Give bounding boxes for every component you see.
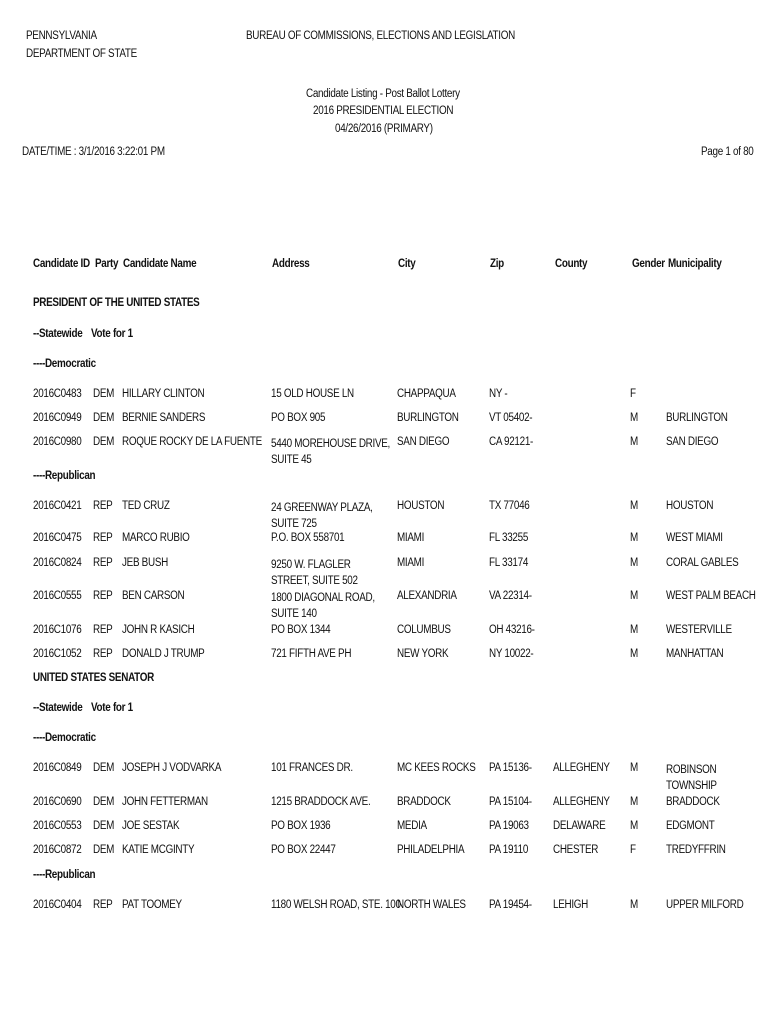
gender: M	[630, 436, 638, 448]
zip: PA 15104-	[489, 796, 532, 808]
city: MEDIA	[397, 820, 427, 832]
office-scope: --Statewide	[33, 702, 83, 714]
candidate-id: 2016C0872	[33, 844, 82, 856]
address: 1180 WELSH ROAD, STE. 100	[271, 899, 401, 911]
candidate-id: 2016C0824	[33, 557, 82, 569]
party-group-label: ----Republican	[33, 470, 96, 482]
candidate-name: HILLARY CLINTON	[122, 388, 205, 400]
col-address: Address	[272, 258, 310, 270]
address: PO BOX 905	[271, 412, 326, 424]
gender: M	[630, 796, 638, 808]
col-gender: Gender	[632, 258, 665, 270]
address: 5440 MOREHOUSE DRIVE, SUITE 45	[271, 438, 391, 466]
address: 9250 W. FLAGLER STREET, SUITE 502	[271, 559, 358, 587]
party-group-label: ----Democratic	[33, 358, 96, 370]
city: CHAPPAQUA	[397, 388, 456, 400]
candidate-name: KATIE MCGINTY	[122, 844, 195, 856]
candidate-name: JOHN FETTERMAN	[122, 796, 208, 808]
party: REP	[93, 557, 113, 569]
gender: M	[630, 762, 638, 774]
gender: M	[630, 648, 638, 660]
zip: TX 77046	[489, 500, 530, 512]
city: PHILADELPHIA	[397, 844, 465, 856]
zip: NY 10022-	[489, 648, 534, 660]
candidate-id: 2016C0475	[33, 532, 82, 544]
office-title: UNITED STATES SENATOR	[33, 672, 154, 684]
municipality: HOUSTON	[666, 500, 714, 512]
candidate-name: JOE SESTAK	[122, 820, 180, 832]
party: DEM	[93, 412, 115, 424]
gender: M	[630, 532, 638, 544]
city: MIAMI	[397, 532, 425, 544]
party: DEM	[93, 796, 115, 808]
county: DELAWARE	[553, 820, 606, 832]
city: MC KEES ROCKS	[397, 762, 476, 774]
municipality: BURLINGTON	[666, 412, 728, 424]
gender: M	[630, 899, 638, 911]
address: PO BOX 22447	[271, 844, 336, 856]
city: HOUSTON	[397, 500, 445, 512]
col-city: City	[398, 258, 416, 270]
zip: CA 92121-	[489, 436, 534, 448]
zip: PA 19063	[489, 820, 529, 832]
gender: M	[630, 412, 638, 424]
zip: PA 19454-	[489, 899, 532, 911]
address: P.O. BOX 558701	[271, 532, 345, 544]
party: REP	[93, 500, 113, 512]
report-title: Candidate Listing - Post Ballot Lottery	[306, 88, 460, 100]
party: REP	[93, 532, 113, 544]
candidate-id: 2016C0553	[33, 820, 82, 832]
address: 15 OLD HOUSE LN	[271, 388, 354, 400]
gender: M	[630, 624, 638, 636]
col-candidate-name: Candidate Name	[123, 258, 197, 270]
candidate-id: 2016C0555	[33, 590, 82, 602]
zip: FL 33174	[489, 557, 529, 569]
candidate-name: MARCO RUBIO	[122, 532, 190, 544]
candidate-name: JOSEPH J VODVARKA	[122, 762, 222, 774]
zip: VA 22314-	[489, 590, 532, 602]
address: 101 FRANCES DR.	[271, 762, 353, 774]
municipality: BRADDOCK	[666, 796, 720, 808]
municipality: WEST PALM BEACH	[666, 590, 756, 602]
county: CHESTER	[553, 844, 599, 856]
zip: PA 19110	[489, 844, 529, 856]
office-title: PRESIDENT OF THE UNITED STATES	[33, 297, 200, 309]
gender: F	[630, 844, 636, 856]
gender: M	[630, 820, 638, 832]
city: NORTH WALES	[397, 899, 466, 911]
zip: PA 15136-	[489, 762, 532, 774]
candidate-name: PAT TOOMEY	[122, 899, 182, 911]
gender: M	[630, 590, 638, 602]
col-candidate-id: Candidate ID	[33, 258, 90, 270]
election-date: 04/26/2016 (PRIMARY)	[335, 123, 433, 135]
municipality: TREDYFFRIN	[666, 844, 726, 856]
municipality: SAN DIEGO	[666, 436, 719, 448]
election-title: 2016 PRESIDENTIAL ELECTION	[313, 105, 454, 117]
city: MIAMI	[397, 557, 425, 569]
party-group-label: ----Republican	[33, 869, 96, 881]
vote-for: Vote for 1	[91, 702, 133, 714]
candidate-name: JOHN R KASICH	[122, 624, 195, 636]
candidate-name: BERNIE SANDERS	[122, 412, 206, 424]
address: 721 FIFTH AVE PH	[271, 648, 352, 660]
candidate-name: DONALD J TRUMP	[122, 648, 205, 660]
candidate-id: 2016C1076	[33, 624, 82, 636]
municipality: WESTERVILLE	[666, 624, 732, 636]
zip: VT 05402-	[489, 412, 533, 424]
city: BURLINGTON	[397, 412, 459, 424]
address: 1215 BRADDOCK AVE.	[271, 796, 371, 808]
candidate-id: 2016C0483	[33, 388, 82, 400]
col-municipality: Municipality	[668, 258, 722, 270]
candidate-id: 2016C0949	[33, 412, 82, 424]
party-group-label: ----Democratic	[33, 732, 96, 744]
party: DEM	[93, 820, 115, 832]
candidate-name: ROQUE ROCKY DE LA FUENTE	[122, 436, 262, 448]
county: ALLEGHENY	[553, 796, 610, 808]
candidate-name: TED CRUZ	[122, 500, 170, 512]
address: PO BOX 1936	[271, 820, 331, 832]
col-county: County	[555, 258, 588, 270]
zip: OH 43216-	[489, 624, 535, 636]
municipality: MANHATTAN	[666, 648, 724, 660]
city: SAN DIEGO	[397, 436, 450, 448]
party: REP	[93, 624, 113, 636]
party: REP	[93, 590, 113, 602]
party: REP	[93, 899, 113, 911]
municipality: ROBINSON TOWNSHIP	[666, 764, 717, 792]
address: 1800 DIAGONAL ROAD, SUITE 140	[271, 592, 375, 620]
address: 24 GREENWAY PLAZA, SUITE 725	[271, 502, 373, 530]
candidate-id: 2016C0849	[33, 762, 82, 774]
candidate-id: 2016C0404	[33, 899, 82, 911]
org-line-1: PENNSYLVANIA	[26, 30, 97, 42]
party: REP	[93, 648, 113, 660]
party: DEM	[93, 844, 115, 856]
vote-for: Vote for 1	[91, 328, 133, 340]
zip: FL 33255	[489, 532, 529, 544]
city: BRADDOCK	[397, 796, 451, 808]
city: COLUMBUS	[397, 624, 451, 636]
candidate-name: BEN CARSON	[122, 590, 185, 602]
city: ALEXANDRIA	[397, 590, 457, 602]
municipality: EDGMONT	[666, 820, 715, 832]
party: DEM	[93, 436, 115, 448]
municipality: CORAL GABLES	[666, 557, 739, 569]
gender: M	[630, 500, 638, 512]
bureau-title: BUREAU OF COMMISSIONS, ELECTIONS AND LEGISLATION	[246, 30, 515, 42]
candidate-id: 2016C0980	[33, 436, 82, 448]
gender: M	[630, 557, 638, 569]
candidate-id: 2016C1052	[33, 648, 82, 660]
datetime-stamp: DATE/TIME : 3/1/2016 3:22:01 PM	[22, 146, 165, 158]
address: PO BOX 1344	[271, 624, 331, 636]
candidate-id: 2016C0690	[33, 796, 82, 808]
page-number: Page 1 of 80	[701, 146, 754, 158]
party: DEM	[93, 762, 115, 774]
party: DEM	[93, 388, 115, 400]
zip: NY -	[489, 388, 508, 400]
col-zip: Zip	[490, 258, 504, 270]
gender: F	[630, 388, 636, 400]
county: LEHIGH	[553, 899, 589, 911]
municipality: UPPER MILFORD	[666, 899, 744, 911]
candidate-id: 2016C0421	[33, 500, 82, 512]
county: ALLEGHENY	[553, 762, 610, 774]
office-scope: --Statewide	[33, 328, 83, 340]
city: NEW YORK	[397, 648, 449, 660]
municipality: WEST MIAMI	[666, 532, 723, 544]
candidate-name: JEB BUSH	[122, 557, 168, 569]
col-party: Party	[95, 258, 119, 270]
org-line-2: DEPARTMENT OF STATE	[26, 48, 137, 60]
